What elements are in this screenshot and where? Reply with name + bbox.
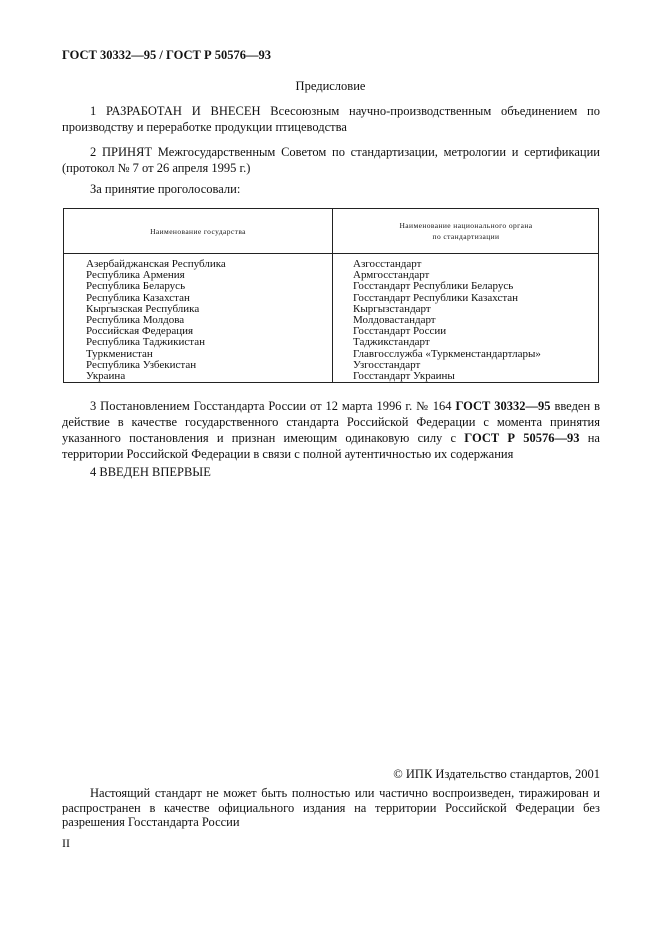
paragraph-enacted-text xyxy=(62,398,600,462)
table-cell-state: Республика Молдова xyxy=(86,314,185,327)
table-header-state xyxy=(64,209,332,253)
table-cell-state: Туркменистан xyxy=(86,347,153,360)
enacted-text-end: на территории Российской Федерации в связи с полной аутентичностью их содержания xyxy=(62,431,600,461)
table-header-body-line1: Наименование национального органа xyxy=(399,221,533,230)
paragraph-enacted xyxy=(62,398,600,462)
enacted-standard-ref-2: ГОСТ Р 50576—93 xyxy=(464,431,580,445)
table-header-body xyxy=(333,209,599,253)
voting-table xyxy=(63,208,599,383)
table-cell-state: Республика Армения xyxy=(86,269,185,282)
paragraph-voted-text: За принятие проголосовали: xyxy=(90,182,241,196)
table-header-body-line2: по стандартизации xyxy=(432,232,500,241)
table-column-bodies xyxy=(353,259,541,382)
paragraph-adopted xyxy=(62,144,600,176)
table-column-states xyxy=(86,259,226,382)
table-cell-state: Кыргызская Республика xyxy=(86,302,200,315)
table-cell-body: Кыргызстандарт xyxy=(353,302,431,315)
table-cell-state: Украина xyxy=(86,370,126,383)
enacted-standard-ref-1: ГОСТ 30332—95 xyxy=(455,399,551,413)
page-number: II xyxy=(62,836,70,850)
table-cell-body: Госстандарт России xyxy=(353,325,447,338)
table-cell-body: Госстандарт Республики Беларусь xyxy=(353,280,514,293)
table-cell-state: Азербайджанская Республика xyxy=(86,258,226,270)
reproduction-notice-text: Настоящий стандарт не может быть полностью или частично воспроизведен, тиражирован и распространен в качестве официального издания на территории Российской Федерации без разрешения Госстандарта России xyxy=(62,786,600,829)
paragraph-developed-text: 1 РАЗРАБОТАН И ВНЕСЕН Всесоюзным научно-производственным объединением по производству и переработке продукции птицеводства xyxy=(62,104,600,134)
table-cell-body: Молдовастандарт xyxy=(353,314,436,327)
table-cell-state: Республика Таджикистан xyxy=(86,336,205,349)
section-title: Предисловие xyxy=(295,79,366,93)
table-cell-body: Главгосслужба «Туркменстандартлары» xyxy=(353,347,541,360)
enacted-text-start: 3 Постановлением Госстандарта России от 12 марта 1996 г. № 164 xyxy=(90,399,456,413)
table-cell-state: Республика Беларусь xyxy=(86,280,186,293)
table-cell-state: Российская Федерация xyxy=(86,325,194,338)
table-cell-state: Республика Узбекистан xyxy=(86,358,197,371)
paragraph-introduced xyxy=(62,464,600,480)
table-cell-body: Азгосстандарт xyxy=(353,258,422,270)
paragraph-developed xyxy=(62,103,600,135)
table-cell-body: Узгосстандарт xyxy=(353,358,421,371)
table-cell-body: Госстандарт Украины xyxy=(353,370,455,383)
table-cell-state: Республика Казахстан xyxy=(86,291,190,304)
table-header-state-text: Наименование государства xyxy=(150,226,246,236)
enacted-text-middle: введен в действие в качестве государственного стандарта Российской Федерации с момента принятия указанного постановления и признан имеющим одинаковую силу с xyxy=(62,399,600,445)
table-cell-body: Таджикстандарт xyxy=(353,336,430,349)
reproduction-notice xyxy=(62,786,600,830)
copyright-notice: © ИПК Издательство стандартов, 2001 xyxy=(393,767,600,781)
paragraph-introduced-text: 4 ВВЕДЕН ВПЕРВЫЕ xyxy=(90,465,211,479)
paragraph-voted xyxy=(62,181,600,197)
document-header: ГОСТ 30332—95 / ГОСТ Р 50576—93 xyxy=(62,48,271,62)
table-cell-body: Госстандарт Республики Казахстан xyxy=(353,291,519,304)
table-cell-body: Армгосстандарт xyxy=(353,269,430,282)
paragraph-adopted-text: 2 ПРИНЯТ Межгосударственным Советом по стандартизации, метрологии и сертификации (протокол № 7 от 26 апреля 1995 г.) xyxy=(62,145,600,175)
